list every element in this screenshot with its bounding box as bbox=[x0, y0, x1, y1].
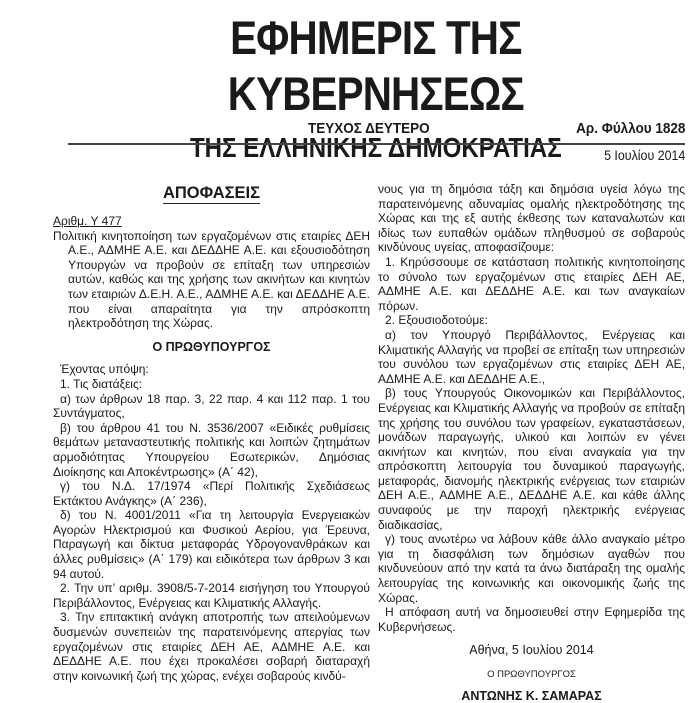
issue-row bbox=[68, 120, 685, 144]
signature-place-date: Αθήνα, 5 Ιουλίου 2014 bbox=[469, 643, 594, 658]
paragraph: δ) του Ν. 4001/2011 «Για τη λειτουργία Ενεργειακών Αγορών Ηλεκτρισμού και Φυσικού Αερίου, για Έρευνα, Παραγωγή και δίκτυα μεταφοράς Υδρογονανθράκων και άλλες ρυθμίσεις» (Α΄ 179) και ειδικότερα των άρθρων 3 και 94 αυτού. bbox=[53, 508, 370, 581]
section-heading-text: ΑΠΟΦΑΣΕΙΣ bbox=[162, 184, 261, 202]
paragraph: α) των άρθρων 18 παρ. 3, 22 παρ. 4 και 112 παρ. 1 του Συντάγματος, bbox=[53, 391, 370, 421]
issue-date: 5 Ιουλίου 2014 bbox=[603, 148, 685, 163]
decision-reference: Αριθμ. Υ 477 bbox=[53, 214, 122, 228]
section-heading bbox=[53, 182, 370, 204]
paragraph: Έχοντας υπόψη: bbox=[60, 362, 149, 377]
right-column bbox=[378, 182, 685, 703]
paragraph: β) του άρθρου 41 του Ν. 3536/2007 «Ειδικές ρυθμίσεις θεμάτων μεταναστευτικής πολιτικής και λοιπών ζητημάτων αρμοδιότητας Υπουργείου Εσωτερικών, Δημόσιας Διοίκησης και Αποκέντρωσης» (Α΄ 42), bbox=[53, 420, 370, 479]
paragraph: 2. Την υπ’ αριθμ. 3908/5-7-2014 εισήγηση του Υπουργού Περιβάλλοντος, Ενέργειας και Κλιματικής Αλλαγής. bbox=[53, 581, 370, 610]
sheet-number: Αρ. Φύλλου 1828 bbox=[575, 120, 685, 137]
paragraph: Η απόφαση αυτή να δημοσιευθεί στην Εφημερίδα της Κυβερνήσεως. bbox=[378, 605, 685, 634]
header-divider bbox=[68, 143, 685, 145]
paragraph: 2. Εξουσιοδοτούμε: bbox=[385, 313, 488, 328]
left-column bbox=[53, 182, 370, 683]
gazette-title: ΕΦΗΜΕΡΙΣ ΤΗΣ ΚΥΒΕΡΝΗΣΕΩΣ bbox=[227, 11, 524, 120]
paragraph-continuation: νους για τη δημόσια τάξη και δημόσια υγεία λόγω της παρατεινόμενης αδυναμίας ομαλής ηλεκτροδότησης της Χώρας και της εξ αυτής έκθεσης των καταναλωτών και ιδίως των ευπαθών ομάδων πληθυσμού σε σοβαρούς κινδύνους υγείας, αποφασίζουμε: bbox=[378, 182, 685, 255]
signature-title: Ο ΠΡΩΘΥΠΟΥΡΓΟΣ bbox=[487, 669, 576, 680]
decision-summary: Πολιτική κινητοποίηση των εργαζομένων στις εταιρίες ΔΕΗ Α.Ε., ΑΔΜΗΕ Α.Ε. και ΔΕΔΔΗΕ Α.Ε. και εξουσιοδότηση Υπουργών να προβούν σε επίταξη των υπηρεσιών αυτών, καθώς και της χρήσης των ακινήτων και κινητών των εταιριών Δ.Ε.Η. Α.Ε., ΑΔΜΗΕ Α.Ε. και ΔΕΔΔΗΕ Α.Ε. που είναι απαραίτητα για την απρόσκοπτη ηλεκτροδότηση της Χώρας. bbox=[53, 228, 370, 331]
authority-heading: Ο ΠΡΩΘΥΠΟΥΡΓΟΣ bbox=[152, 339, 271, 354]
paragraph: 3. Την επιτακτική ανάγκη αποτροπής των απειλούμενων δυσμενών συνεπειών της παρατεινόμενης απεργίας των εργαζομένων στις εταιρίες ΔΕΗ ΑΕ, ΑΔΜΗΕ Α.Ε. και ΔΕΔΔΗΕ Α.Ε. που έχει προκαλέσει σοβαρή διαταραχή στην κοινωνική ζωή της χώρας, ενέχει σοβαρούς κινδύ- bbox=[53, 610, 370, 683]
paragraph: γ) του Ν.Δ. 17/1974 «Περί Πολιτικής Σχεδιάσεως Εκτάκτου Ανάγκης» (Α΄ 236), bbox=[53, 479, 370, 508]
issue-label: ΤΕΥΧΟΣ ΔΕΥΤΕΡΟ bbox=[308, 120, 430, 137]
paragraph: α) τον Υπουργό Περιβάλλοντος, Ενέργειας και Κλιματικής Αλλαγής να προβεί σε επίταξη των υπηρεσιών του συνόλου των εργαζομένων στις εταιρίες ΔΕΗ ΑΕ, ΑΔΜΗΕ Α.Ε. και ΔΕΔΔΗΕ Α.Ε., bbox=[378, 327, 685, 386]
gazette-subtitle: ΤΗΣ ΕΛΛΗΝΙΚΗΣ ΔΗΜΟΚΡΑΤΙΑΣ bbox=[189, 132, 562, 163]
paragraph: 1. Κηρύσσουμε σε κατάσταση πολιτικής κινητοποίησης το σύνολο των εργαζομένων στις εταιρίες ΔΕΗ ΑΕ, ΑΔΜΗΕ Α.Ε. και ΔΕΔΔΗΕ Α.Ε. και των αναγκαίων πόρων. bbox=[378, 254, 685, 313]
paragraph: β) τους Υπουργούς Οικονομικών και Περιβάλλοντος, Ενέργειας και Κλιματικής Αλλαγής να προβούν σε επίταξη της χρήσης του συνόλου των γραφείων, εγκαταστάσεων, μονάδων παραγωγής, υλικού και λοιπών εν γένει ακινήτων και κινητών, που είναι αναγκαία για την απρόσκοπτη λειτουργία του δυναμικού παραγωγής, μεταφοράς, διανομής ηλεκτρικής ενέργειας των εταιριών ΔΕΗ Α.Ε., ΑΔΜΗΕ Α.Ε., ΔΕΔΔΗΕ Α.Ε. και κάθε άλλης συναφούς με την παροχή ηλεκτρικής ενέργειας διαδικασίας, bbox=[378, 386, 685, 532]
signature-name: ΑΝΤΩΝΗΣ Κ. ΣΑΜΑΡΑΣ bbox=[461, 688, 602, 703]
paragraph: 1. Τις διατάξεις: bbox=[60, 376, 143, 391]
paragraph: γ) τους ανωτέρω να λάβουν κάθε άλλο αναγκαίο μέτρο για τη διασφάλιση των δημόσιων αγαθών που κινδυνεύουν από την κατά τα άνω διατάραξη της ομαλής λειτουργίας της κοινωνικής και οικονομικής ζωής της Χώρας. bbox=[378, 532, 685, 605]
